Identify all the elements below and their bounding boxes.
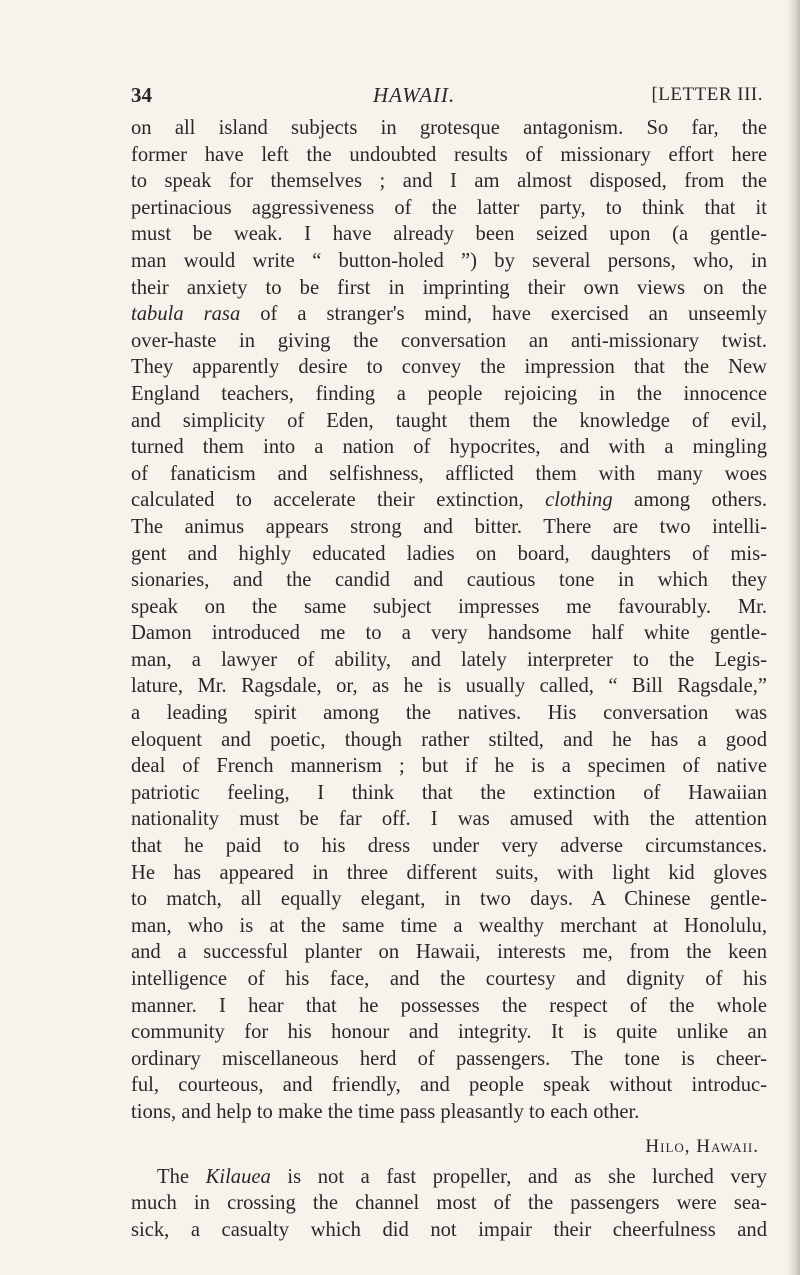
italic-phrase: Kilauea <box>205 1165 271 1188</box>
text-line: gent and highly educated ladies on board, daughters of mis- <box>131 542 767 565</box>
text-line: eloquent and poetic, though rather stilted, and he has a good <box>131 728 767 751</box>
text-line: The animus appears strong and bitter. There are two intelli- <box>131 515 767 538</box>
text-line: ordinary miscellaneous herd of passengers. The tone is cheer- <box>131 1047 767 1070</box>
text-line: and a successful planter on Hawaii, interests me, from the keen <box>131 941 767 964</box>
text-line: sionaries, and the candid and cautious tone in which they <box>131 569 767 592</box>
text-segment: calculated to accelerate their extinction, <box>131 489 546 512</box>
text-line: much in crossing the channel most of the passengers were sea- <box>131 1192 767 1215</box>
text-line <box>131 1164 767 1191</box>
text-line: must be weak. I have already been seized upon (a gentle- <box>131 223 767 246</box>
running-title: HAWAII. <box>373 83 456 107</box>
text-line: pertinacious aggressiveness of the latter party, to think that it <box>131 196 767 219</box>
text-line: lature, Mr. Ragsdale, or, as he is usually called, “ Bill Ragsdale,” <box>131 675 767 698</box>
text-line <box>131 487 767 514</box>
text-segment: is not a fast propeller, and as she lurched very <box>270 1165 767 1188</box>
text-line: to match, all equally elegant, in two days. A Chinese gentle- <box>131 888 767 911</box>
text-line: of fanaticism and selfishness, afflicted them with many woes <box>131 462 767 485</box>
text-line: over-haste in giving the conversation an anti-missionary twist. <box>131 329 767 352</box>
text-line: man, a lawyer of ability, and lately interpreter to the Legis- <box>131 648 767 671</box>
text-line: nationality must be far off. I was amused with the attention <box>131 808 767 831</box>
text-line: intelligence of his face, and the courtesy and dignity of his <box>131 968 767 990</box>
italic-phrase: clothing <box>545 489 613 512</box>
page-edge-shadow <box>786 0 800 1275</box>
text-line: Damon introduced me to a very handsome half white gentle- <box>131 622 767 645</box>
text-line: former have left the undoubted results of missionary effort here <box>131 143 767 166</box>
text-segment: The <box>157 1165 206 1188</box>
body-text <box>131 115 767 1243</box>
place-heading: Hilo, Hawaii. <box>645 1135 759 1157</box>
text-line: manner. I hear that he possesses the respect of the whole <box>131 994 767 1017</box>
text-line <box>131 301 767 328</box>
text-line: deal of French mannerism ; but if he is a specimen of native <box>131 755 767 778</box>
text-line: They apparently desire to convey the impression that the New <box>131 356 767 379</box>
text-line: community for his honour and integrity. It is quite unlike an <box>131 1021 767 1044</box>
text-line: turned them into a nation of hypocrites, and with a mingling <box>131 436 767 459</box>
page-number: 34 <box>131 83 152 107</box>
text-segment: among others. <box>612 489 767 512</box>
paragraph-1 <box>131 115 767 1126</box>
text-line: speak on the same subject impresses me favourably. Mr. <box>131 595 767 618</box>
text-line: their anxiety to be first in imprinting their own views on the <box>131 276 767 299</box>
text-line: a leading spirit among the natives. His conversation was <box>131 702 767 725</box>
text-line: ful, courteous, and friendly, and people speak without introduc- <box>131 1074 767 1097</box>
text-line: to speak for themselves ; and I am almost disposed, from the <box>131 170 767 193</box>
running-head <box>131 80 771 110</box>
italic-phrase: tabula rasa <box>131 303 241 326</box>
text-line: sick, a casualty which did not impair their cheerfulness and <box>131 1218 767 1241</box>
letter-marker: [LETTER III. <box>651 84 763 105</box>
text-line: tions, and help to make the time pass pleasantly to each other. <box>131 1100 640 1123</box>
text-line: He has appeared in three different suits, with light kid gloves <box>131 861 767 884</box>
text-line: that he paid to his dress under very adverse circumstances. <box>131 835 767 858</box>
text-line: patriotic feeling, I think that the extinction of Hawaiian <box>131 781 767 804</box>
text-line: man would write “ button-holed ”) by several persons, who, in <box>131 249 767 272</box>
paragraph-2 <box>131 1164 767 1244</box>
text-line: on all island subjects in grotesque antagonism. So far, the <box>131 117 767 139</box>
text-line: England teachers, finding a people rejoicing in the innocence <box>131 382 767 405</box>
text-line: and simplicity of Eden, taught them the knowledge of evil, <box>131 409 767 432</box>
text-segment: of a stranger's mind, have exercised an unseemly <box>240 303 767 326</box>
text-line: man, who is at the same time a wealthy merchant at Honolulu, <box>131 914 767 937</box>
